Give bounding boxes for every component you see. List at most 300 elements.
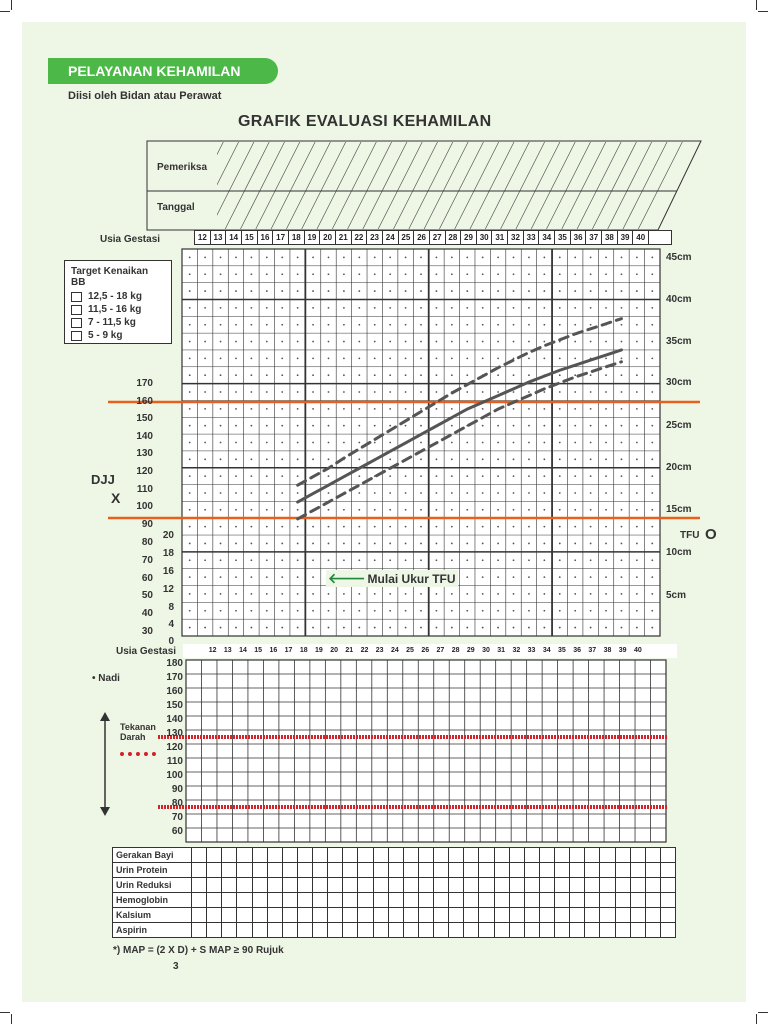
table-cell[interactable] xyxy=(509,923,524,938)
table-cell[interactable] xyxy=(313,863,328,878)
table-cell[interactable] xyxy=(464,863,479,878)
week-cell: 14 xyxy=(239,647,247,654)
table-cell[interactable] xyxy=(418,923,433,938)
bp-tick-label: 60 xyxy=(171,826,183,837)
table-cell[interactable] xyxy=(313,923,328,938)
table-cell[interactable] xyxy=(585,893,600,908)
table-cell[interactable] xyxy=(479,863,494,878)
table-cell[interactable] xyxy=(388,923,403,938)
week-cell: 16 xyxy=(269,647,278,654)
djj-tick-label: 150 xyxy=(136,413,153,424)
table-cell[interactable] xyxy=(222,878,237,893)
table-cell[interactable] xyxy=(192,878,207,893)
table-cell[interactable] xyxy=(237,923,252,938)
table-cell[interactable] xyxy=(615,863,630,878)
table-cell[interactable] xyxy=(282,923,297,938)
table-cell[interactable] xyxy=(418,863,433,878)
week-cell: 24 xyxy=(390,647,399,654)
djj-tick-label: 40 xyxy=(141,608,153,619)
week-cell: 25 xyxy=(406,647,414,654)
week-cell: 30 xyxy=(477,231,493,244)
djj-tick-label: 90 xyxy=(141,519,153,530)
week-cell: 19 xyxy=(305,231,321,244)
page-title: GRAFIK EVALUASI KEHAMILAN xyxy=(238,113,492,130)
week-cell: 28 xyxy=(446,231,462,244)
week-cell: 38 xyxy=(603,647,612,654)
tfu-tick-label: 10cm xyxy=(666,547,692,558)
table-cell[interactable] xyxy=(373,878,388,893)
week-cell: 29 xyxy=(466,647,475,654)
table-cell[interactable] xyxy=(494,848,509,863)
table-cell[interactable] xyxy=(449,893,464,908)
table-cell[interactable] xyxy=(373,893,388,908)
table-cell[interactable] xyxy=(282,878,297,893)
table-cell[interactable] xyxy=(660,893,675,908)
table-cell[interactable] xyxy=(600,908,615,923)
table-cell[interactable] xyxy=(434,893,449,908)
legend-item[interactable]: 7 - 11,5 kg xyxy=(71,316,165,329)
table-cell[interactable] xyxy=(539,908,554,923)
table-row xyxy=(113,863,676,878)
week-cell: 33 xyxy=(527,647,536,654)
table-cell[interactable] xyxy=(297,878,312,893)
table-cell[interactable] xyxy=(388,908,403,923)
table-cell[interactable] xyxy=(494,908,509,923)
table-cell[interactable] xyxy=(449,863,464,878)
table-cell[interactable] xyxy=(222,863,237,878)
table-cell[interactable] xyxy=(267,908,282,923)
week-cell: 26 xyxy=(421,647,430,654)
week-cell: 35 xyxy=(555,231,571,244)
table-cell[interactable] xyxy=(403,893,418,908)
week-cell: 18 xyxy=(299,647,308,654)
nadi-label: • Nadi xyxy=(92,673,120,684)
table-cell[interactable] xyxy=(207,878,222,893)
week-cell: 22 xyxy=(352,231,368,244)
week-cell: 25 xyxy=(399,231,415,244)
djj-tick-label: 50 xyxy=(141,590,153,601)
tfu-symbol: O xyxy=(705,526,717,543)
table-cell[interactable] xyxy=(509,863,524,878)
table-cell[interactable] xyxy=(267,863,282,878)
table-cell[interactable] xyxy=(358,923,373,938)
table-cell[interactable] xyxy=(434,908,449,923)
table-cell[interactable] xyxy=(358,908,373,923)
table-cell[interactable] xyxy=(388,893,403,908)
tanggal-label: Tanggal xyxy=(157,202,195,213)
table-cell[interactable] xyxy=(403,878,418,893)
bp-tick-label: 170 xyxy=(166,672,183,683)
table-cell[interactable] xyxy=(570,878,585,893)
table-cell[interactable] xyxy=(237,908,252,923)
table-cell[interactable] xyxy=(449,923,464,938)
table-cell[interactable] xyxy=(524,848,539,863)
table-cell[interactable] xyxy=(524,923,539,938)
weight-tick-label: 18 xyxy=(162,548,174,559)
week-cell: 12 xyxy=(208,647,217,654)
table-cell[interactable] xyxy=(237,878,252,893)
table-cell[interactable] xyxy=(328,848,343,863)
bp-tick-label: 110 xyxy=(166,756,183,767)
table-cell[interactable] xyxy=(539,893,554,908)
table-cell[interactable] xyxy=(403,848,418,863)
table-cell[interactable] xyxy=(313,893,328,908)
bp-tick-label: 180 xyxy=(166,658,183,669)
table-cell[interactable] xyxy=(282,908,297,923)
bp-tick-label: 120 xyxy=(166,742,183,753)
table-cell[interactable] xyxy=(388,848,403,863)
table-cell[interactable] xyxy=(600,848,615,863)
table-cell[interactable] xyxy=(403,908,418,923)
row-label: Urin Protein xyxy=(113,863,192,878)
table-cell[interactable] xyxy=(464,893,479,908)
table-cell[interactable] xyxy=(373,848,388,863)
table-cell[interactable] xyxy=(630,848,645,863)
week-cell: 24 xyxy=(383,231,399,244)
week-cell: 32 xyxy=(512,647,521,654)
table-cell[interactable] xyxy=(252,893,267,908)
table-cell[interactable] xyxy=(207,863,222,878)
tekanan-darah-label: Tekanan Darah xyxy=(120,722,156,742)
djj-axis-label: DJJ xyxy=(91,472,115,487)
table-cell[interactable] xyxy=(570,923,585,938)
table-cell[interactable] xyxy=(237,893,252,908)
usia-gestasi-label: Usia Gestasi xyxy=(100,234,161,245)
table-cell[interactable] xyxy=(555,893,570,908)
table-cell[interactable] xyxy=(615,893,630,908)
table-cell[interactable] xyxy=(570,908,585,923)
week-cell: 20 xyxy=(330,647,338,654)
table-cell[interactable] xyxy=(464,878,479,893)
djj-tick-label: 170 xyxy=(136,378,153,389)
table-cell[interactable] xyxy=(358,893,373,908)
bp-tick-label: 90 xyxy=(171,784,183,795)
table-cell[interactable] xyxy=(539,923,554,938)
table-cell[interactable] xyxy=(630,908,645,923)
bp-tick-label: 130 xyxy=(166,728,183,739)
table-row xyxy=(113,878,676,893)
row-label: Hemoglobin xyxy=(113,893,192,908)
week-cell: 17 xyxy=(273,231,289,244)
bp-grid xyxy=(186,660,666,842)
djj-tick-label: 110 xyxy=(136,484,153,495)
djj-tick-label: 30 xyxy=(141,626,153,637)
table-cell[interactable] xyxy=(252,848,267,863)
table-cell[interactable] xyxy=(297,863,312,878)
table-cell[interactable] xyxy=(297,848,312,863)
table-cell[interactable] xyxy=(645,878,660,893)
table-cell[interactable] xyxy=(222,923,237,938)
table-cell[interactable] xyxy=(479,878,494,893)
table-cell[interactable] xyxy=(252,878,267,893)
table-cell[interactable] xyxy=(343,878,358,893)
table-cell[interactable] xyxy=(600,923,615,938)
week-cell: 28 xyxy=(451,647,460,654)
table-cell[interactable] xyxy=(343,908,358,923)
bp-tick-label: 70 xyxy=(171,812,183,823)
table-cell[interactable] xyxy=(328,878,343,893)
table-cell[interactable] xyxy=(297,923,312,938)
djj-tick-label: 80 xyxy=(141,537,153,548)
table-cell[interactable] xyxy=(585,908,600,923)
table-cell[interactable] xyxy=(267,878,282,893)
week-cell: 40 xyxy=(633,231,649,244)
table-cell[interactable] xyxy=(192,893,207,908)
table-cell[interactable] xyxy=(660,908,675,923)
tfu-tick-label: 35cm xyxy=(666,336,692,347)
table-cell[interactable] xyxy=(328,863,343,878)
week-cell: 40 xyxy=(633,647,642,654)
table-cell[interactable] xyxy=(600,893,615,908)
table-cell[interactable] xyxy=(267,848,282,863)
table-cell[interactable] xyxy=(570,848,585,863)
subtitle: Diisi oleh Bidan atau Perawat xyxy=(68,90,222,102)
table-cell[interactable] xyxy=(343,893,358,908)
table-cell[interactable] xyxy=(192,923,207,938)
djj-tick-label: 160 xyxy=(136,396,153,407)
table-cell[interactable] xyxy=(479,848,494,863)
table-cell[interactable] xyxy=(192,863,207,878)
table-cell[interactable] xyxy=(660,923,675,938)
table-cell[interactable] xyxy=(615,923,630,938)
legend-title: Target Kenaikan BB xyxy=(71,266,149,288)
table-cell[interactable] xyxy=(570,863,585,878)
tfu-tick-label: 30cm xyxy=(666,377,692,388)
week-cell: 13 xyxy=(223,647,232,654)
table-cell[interactable] xyxy=(313,878,328,893)
table-cell[interactable] xyxy=(434,863,449,878)
table-cell[interactable] xyxy=(555,923,570,938)
table-cell[interactable] xyxy=(297,908,312,923)
table-cell[interactable] xyxy=(509,893,524,908)
table-cell[interactable] xyxy=(449,908,464,923)
weight-tick-label: 20 xyxy=(162,530,174,541)
table-cell[interactable] xyxy=(297,893,312,908)
table-cell[interactable] xyxy=(252,908,267,923)
table-cell[interactable] xyxy=(539,848,554,863)
week-cell: 35 xyxy=(558,647,566,654)
table-cell[interactable] xyxy=(434,923,449,938)
table-cell[interactable] xyxy=(358,878,373,893)
table-cell[interactable] xyxy=(479,893,494,908)
table-cell[interactable] xyxy=(328,923,343,938)
row-label: Aspirin xyxy=(113,923,192,938)
table-cell[interactable] xyxy=(313,848,328,863)
week-cell: 12 xyxy=(195,231,211,244)
bp-tick-label: 150 xyxy=(166,700,183,711)
table-cell[interactable] xyxy=(555,863,570,878)
table-cell[interactable] xyxy=(464,848,479,863)
legend-item[interactable]: 12,5 - 18 kg xyxy=(71,290,165,303)
table-cell[interactable] xyxy=(585,878,600,893)
table-cell[interactable] xyxy=(555,908,570,923)
bp-tick-label: 140 xyxy=(166,714,183,725)
table-cell[interactable] xyxy=(373,863,388,878)
bp-tick-label: 160 xyxy=(166,686,183,697)
table-row xyxy=(113,923,676,938)
weight-tick-label: 12 xyxy=(162,584,174,595)
start-tfu-note: 🡐 Mulai Ukur TFU xyxy=(328,570,456,586)
table-cell[interactable] xyxy=(464,923,479,938)
weight-tick-label: 8 xyxy=(168,602,174,613)
table-cell[interactable] xyxy=(267,923,282,938)
table-cell[interactable] xyxy=(434,848,449,863)
tfu-tick-label: 20cm xyxy=(666,462,692,473)
table-cell[interactable] xyxy=(343,848,358,863)
usia-gestasi-lower-label: Usia Gestasi xyxy=(116,646,177,657)
table-cell[interactable] xyxy=(509,848,524,863)
table-cell[interactable] xyxy=(555,848,570,863)
legend-item[interactable]: 5 - 9 kg xyxy=(71,329,165,342)
table-cell[interactable] xyxy=(494,923,509,938)
djj-tick-label: 140 xyxy=(136,431,153,442)
table-cell[interactable] xyxy=(343,923,358,938)
table-cell[interactable] xyxy=(418,878,433,893)
table-cell[interactable] xyxy=(328,893,343,908)
table-cell[interactable] xyxy=(267,893,282,908)
week-cell: 21 xyxy=(336,231,352,244)
table-cell[interactable] xyxy=(449,878,464,893)
row-label: Gerakan Bayi xyxy=(113,848,192,863)
week-cell: 29 xyxy=(461,231,477,244)
table-cell[interactable] xyxy=(585,863,600,878)
week-cell: 34 xyxy=(539,231,555,244)
table-cell[interactable] xyxy=(555,878,570,893)
week-cell: 39 xyxy=(618,231,634,244)
week-cell: 36 xyxy=(571,231,587,244)
row-label: Kalsium xyxy=(113,908,192,923)
bp-tick-label: 100 xyxy=(166,770,183,781)
weight-tick-label: 0 xyxy=(168,636,174,647)
table-cell[interactable] xyxy=(192,908,207,923)
week-cell: 38 xyxy=(602,231,618,244)
table-cell[interactable] xyxy=(524,893,539,908)
table-cell[interactable] xyxy=(660,863,675,878)
table-cell[interactable] xyxy=(539,863,554,878)
djj-tick-label: 100 xyxy=(136,501,153,512)
tfu-tick-label: 15cm xyxy=(666,504,692,515)
table-cell[interactable] xyxy=(418,908,433,923)
legend-item[interactable]: 11,5 - 16 kg xyxy=(71,303,165,316)
table-cell[interactable] xyxy=(434,878,449,893)
table-cell[interactable] xyxy=(343,863,358,878)
table-cell[interactable] xyxy=(464,908,479,923)
table-row xyxy=(113,893,676,908)
week-cell: 19 xyxy=(315,647,323,654)
table-cell[interactable] xyxy=(403,863,418,878)
table-cell[interactable] xyxy=(449,848,464,863)
table-cell[interactable] xyxy=(494,863,509,878)
table-cell[interactable] xyxy=(252,863,267,878)
table-cell[interactable] xyxy=(585,923,600,938)
table-cell[interactable] xyxy=(237,848,252,863)
table-cell[interactable] xyxy=(373,908,388,923)
table-cell[interactable] xyxy=(479,908,494,923)
table-cell[interactable] xyxy=(509,878,524,893)
table-cell[interactable] xyxy=(645,923,660,938)
table-cell[interactable] xyxy=(388,863,403,878)
table-cell[interactable] xyxy=(358,863,373,878)
table-cell[interactable] xyxy=(570,893,585,908)
table-cell[interactable] xyxy=(524,863,539,878)
table-cell[interactable] xyxy=(313,908,328,923)
table-cell[interactable] xyxy=(282,863,297,878)
table-cell[interactable] xyxy=(207,908,222,923)
table-cell[interactable] xyxy=(418,893,433,908)
table-cell[interactable] xyxy=(479,923,494,938)
tfu-tick-label: 45cm xyxy=(666,252,692,263)
table-cell[interactable] xyxy=(282,893,297,908)
table-cell[interactable] xyxy=(630,863,645,878)
week-cell: 26 xyxy=(414,231,430,244)
week-cell: 39 xyxy=(618,647,627,654)
week-cell: 36 xyxy=(573,647,581,654)
table-cell[interactable] xyxy=(645,908,660,923)
table-cell[interactable] xyxy=(660,848,675,863)
table-cell[interactable] xyxy=(252,923,267,938)
week-cell: 22 xyxy=(360,647,369,654)
table-cell[interactable] xyxy=(494,893,509,908)
table-cell[interactable] xyxy=(615,908,630,923)
table-cell[interactable] xyxy=(358,848,373,863)
table-cell[interactable] xyxy=(373,923,388,938)
table-cell[interactable] xyxy=(388,878,403,893)
table-cell[interactable] xyxy=(328,908,343,923)
table-cell[interactable] xyxy=(192,848,207,863)
table-cell[interactable] xyxy=(630,923,645,938)
table-cell[interactable] xyxy=(615,878,630,893)
weight-tick-label: 16 xyxy=(162,566,174,577)
table-cell[interactable] xyxy=(222,908,237,923)
pemeriksa-label: Pemeriksa xyxy=(157,162,208,173)
week-cell: 18 xyxy=(289,231,305,244)
djj-tick-label: 130 xyxy=(136,448,153,459)
table-cell[interactable] xyxy=(509,908,524,923)
row-label: Urin Reduksi xyxy=(113,878,192,893)
table-cell[interactable] xyxy=(630,878,645,893)
table-cell[interactable] xyxy=(222,893,237,908)
table-row xyxy=(113,908,676,923)
table-cell[interactable] xyxy=(524,908,539,923)
week-cell: 31 xyxy=(492,231,508,244)
table-cell[interactable] xyxy=(645,848,660,863)
table-cell[interactable] xyxy=(600,878,615,893)
week-cell: 13 xyxy=(211,231,227,244)
table-cell[interactable] xyxy=(207,923,222,938)
table-cell[interactable] xyxy=(615,848,630,863)
table-row xyxy=(113,848,676,863)
table-cell[interactable] xyxy=(630,893,645,908)
table-cell[interactable] xyxy=(418,848,433,863)
table-cell[interactable] xyxy=(403,923,418,938)
week-cell: 16 xyxy=(258,231,274,244)
table-cell[interactable] xyxy=(207,848,222,863)
table-cell[interactable] xyxy=(645,863,660,878)
table-cell[interactable] xyxy=(585,848,600,863)
table-cell[interactable] xyxy=(282,848,297,863)
table-cell[interactable] xyxy=(237,863,252,878)
week-cell: 37 xyxy=(588,647,597,654)
table-cell[interactable] xyxy=(207,893,222,908)
table-cell[interactable] xyxy=(539,878,554,893)
week-cell: 32 xyxy=(508,231,524,244)
table-cell[interactable] xyxy=(524,878,539,893)
table-cell[interactable] xyxy=(494,878,509,893)
table-cell[interactable] xyxy=(645,893,660,908)
table-cell[interactable] xyxy=(600,863,615,878)
table-cell[interactable] xyxy=(222,848,237,863)
table-cell[interactable] xyxy=(660,878,675,893)
